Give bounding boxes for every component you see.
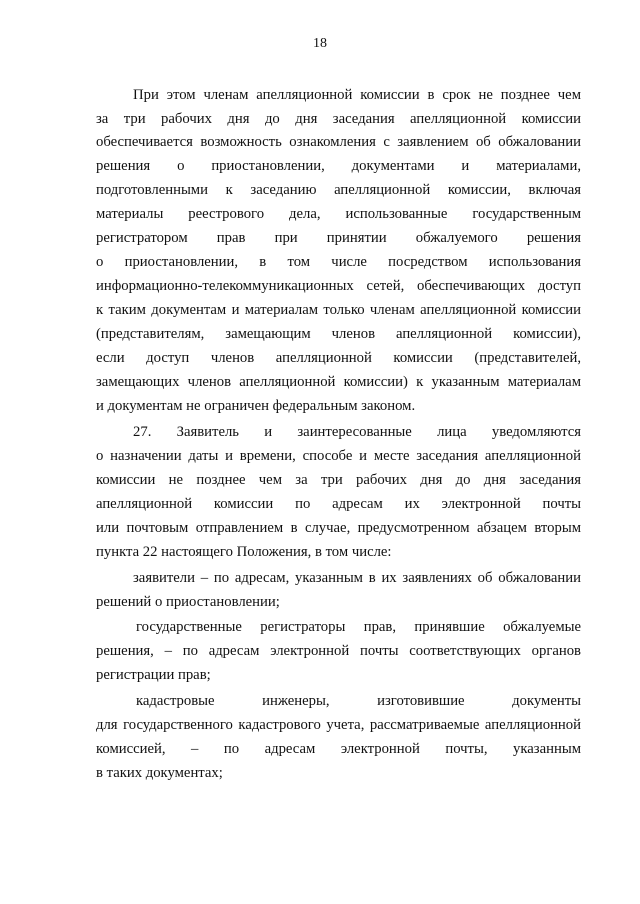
paragraph-1-line-12: если доступ членов апелляционной комиссии (представителей, bbox=[96, 350, 581, 366]
paragraph-1-line-10: к таким документам и материалам только членам апелляционной комиссии bbox=[96, 302, 581, 318]
paragraph-1-line-7: регистратором прав при принятии обжалуемого решения bbox=[96, 230, 581, 246]
paragraph-5-line-2: для государственного кадастрового учета, рассматриваемые апелляционной bbox=[96, 717, 581, 733]
paragraph-4-line-2: решения, – по адресам электронной почты соответствующих органов bbox=[96, 643, 581, 659]
paragraph-5-line-4: в таких документах; bbox=[96, 765, 223, 781]
paragraph-1-line-5: подготовленными к заседанию апелляционной комиссии, включая bbox=[96, 182, 581, 198]
paragraph-1-line-13: замещающих членов апелляционной комиссии) к указанным материалам bbox=[96, 374, 581, 390]
paragraph-2-line-1: 27. Заявитель и заинтересованные лица уведомляются bbox=[133, 424, 581, 440]
paragraph-2-line-4: апелляционной комиссии по адресам их электронной почты bbox=[96, 496, 581, 512]
paragraph-3-line-2: решений о приостановлении; bbox=[96, 594, 280, 610]
paragraph-1-line-9: информационно-телекоммуникационных сетей, обеспечивающих доступ bbox=[96, 278, 581, 294]
paragraph-1-line-6: материалы реестрового дела, использованные государственным bbox=[96, 206, 581, 222]
paragraph-4-line-1: государственные регистраторы прав, принявшие обжалуемые bbox=[136, 619, 581, 635]
paragraph-2-line-5: или почтовым отправлением в случае, предусмотренном абзацем вторым bbox=[96, 520, 581, 536]
paragraph-5-line-3: комиссией, – по адресам электронной почты, указанным bbox=[96, 741, 581, 757]
paragraph-2-line-2: о назначении даты и времени, способе и месте заседания апелляционной bbox=[96, 448, 581, 464]
page-number: 18 bbox=[313, 36, 327, 51]
paragraph-1-line-4: решения о приостановлении, документами и материалами, bbox=[96, 158, 581, 174]
paragraph-2-line-6: пункта 22 настоящего Положения, в том числе: bbox=[96, 544, 392, 560]
paragraph-5-line-1: кадастровые инженеры, изготовившие документы bbox=[136, 693, 581, 709]
paragraph-1-line-8: о приостановлении, в том числе посредством использования bbox=[96, 254, 581, 270]
paragraph-3-line-1: заявители – по адресам, указанным в их заявлениях об обжаловании bbox=[133, 570, 581, 586]
paragraph-1-line-1: При этом членам апелляционной комиссии в срок не позднее чем bbox=[133, 87, 581, 103]
paragraph-1-line-11: (представителям, замещающим членов апелляционной комиссии), bbox=[96, 326, 581, 342]
paragraph-1-line-2: за три рабочих дня до дня заседания апелляционной комиссии bbox=[96, 111, 581, 127]
paragraph-2-line-3: комиссии не позднее чем за три рабочих дня до дня заседания bbox=[96, 472, 581, 488]
paragraph-4-line-3: регистрации прав; bbox=[96, 667, 211, 683]
paragraph-1-line-3: обеспечивается возможность ознакомления с заявлением об обжаловании bbox=[96, 134, 581, 150]
paragraph-1-line-14: и документам не ограничен федеральным законом. bbox=[96, 398, 416, 414]
